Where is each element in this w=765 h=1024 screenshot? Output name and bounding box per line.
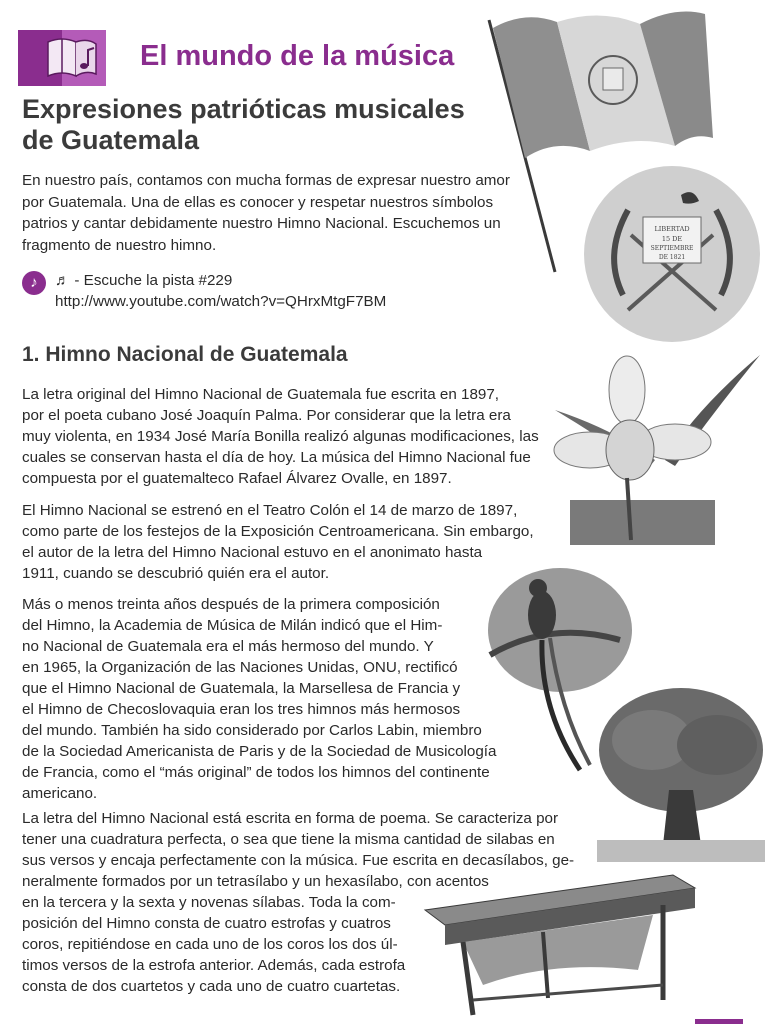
intro-paragraph [22,170,522,256]
heading-line-1: Expresiones patrióticas musicales [22,94,465,124]
paragraph-line: La letra del Himno Nacional está escrita en forma de poema. Se caracteriza por [22,810,559,827]
intro-line: por Guatemala. Una de ellas es conocer y respetar nuestros símbolos [22,193,494,211]
paragraph-line: sus versos y encaja perfectamente con la música. Fue escrita en decasílabos, ge- [22,852,575,869]
paragraph-line: El Himno Nacional se estrenó en el Teatro Colón el 14 de marzo de 1897, [22,502,518,519]
emblem-text-3: SEPTIEMBRE [650,245,694,252]
paragraph-line: en 1965, la Organización de las Naciones Unidas, ONU, rectificó [22,659,458,676]
paragraph-line: tener una cuadratura perfecta, o sea que tiene la misma cantidad de silabas en [22,831,555,848]
paragraph-line: de la Sociedad Americanista de Paris y de la Sociedad de Musicología [22,743,497,760]
brand-title: El mundo de la música [140,40,455,72]
paragraph-line: no Nacional de Guatemala era el más hermoso del mundo. Y [22,638,434,655]
paragraph-line: por el poeta cubano José Joaquín Palma. Por considerar que la letra era [22,407,511,424]
paragraph-line: 1911, cuando se descubrió quién era el autor. [22,565,330,582]
emblem-text-2: 15 DE [661,235,683,243]
paragraph-line: coros, repitiéndose en cada uno de los coros los dos úl- [22,936,398,953]
paragraph-line: del mundo. También ha sido considerado por Carlos Labin, miembro [22,722,482,739]
paragraph-line: del Himno, la Academia de Música de Milán indicó que el Him- [22,617,443,634]
paragraph-2 [22,500,557,584]
paragraph-line: muy violenta, en 1934 José María Bonilla realizó algunas modificaciones, las [22,428,539,445]
emblem-text-1: LIBERTAD [654,225,690,233]
paragraph-line: el autor de la letra del Himno Nacional estuvo en el anonimato hasta [22,544,483,561]
intro-line: En nuestro país, contamos con mucha formas de expresar nuestro amor [22,172,510,189]
audio-link[interactable]: http://www.youtube.com/watch?v=QHrxMtgF7BM [55,293,387,310]
paragraph-line: neralmente formados por un tetrasílabo y un hexasílabo, con acentos [22,873,489,890]
coat-of-arms-image [583,165,761,343]
paragraph-line: que el Himno Nacional de Guatemala, la Marsellesa de Francia y [22,680,461,697]
page-marker [695,1019,743,1024]
ceiba-tree-image [597,680,765,865]
audio-track [55,270,386,312]
paragraph-4 [22,808,582,997]
section-title: 1. Himno Nacional de Guatemala [22,343,348,366]
monja-blanca-orchid-image [535,350,765,555]
heading-line-2: de Guatemala [22,125,200,155]
emblem-text-4: DE 1821 [658,254,686,261]
paragraph-line: americano. [22,785,98,802]
paragraph-3 [22,594,532,804]
paragraph-line: como parte de los festejos de la Exposición Centroamericana. Sin embargo, [22,523,534,540]
paragraph-line: consta de dos cuartetos y cada uno de cuatro cuartetas. [22,978,401,995]
paragraph-line: Más o menos treinta años después de la primera composición [22,596,440,613]
paragraph-line: el Himno de Checoslovaquia eran los tres himnos más hermosos [22,701,461,718]
music-note-icon[interactable]: ♪ [22,271,46,295]
paragraph-line: de Francia, como el “más original” de todos los himnos del continente [22,764,490,781]
intro-line: fragmento de nuestro himno. [22,236,217,254]
page-heading [22,94,492,156]
paragraph-line: compuesta por el guatemalteco Rafael Álvarez Ovalle, en 1897. [22,470,452,487]
paragraph-line: posición del Himno consta de cuatro estrofas y cuatros [22,915,391,932]
intro-line: patrios y cantar debidamente nuestro Himno Nacional. Escuchemos un [22,215,501,232]
paragraph-line: timos versos de la estrofa anterior. Además, cada estrofa [22,957,406,974]
book-music-logo-icon [18,30,106,86]
paragraph-line: cuales se conservan hasta el día de hoy. La música del Himno Nacional fue [22,449,531,466]
paragraph-line: La letra original del Himno Nacional de Guatemala fue escrita en 1897, [22,386,499,403]
paragraph-1 [22,384,542,489]
audio-track-label: ♬ - Escuche la pista #229 [55,272,233,289]
paragraph-line: en la tercera y la sexta y novenas sílabas. Toda la com- [22,894,396,911]
